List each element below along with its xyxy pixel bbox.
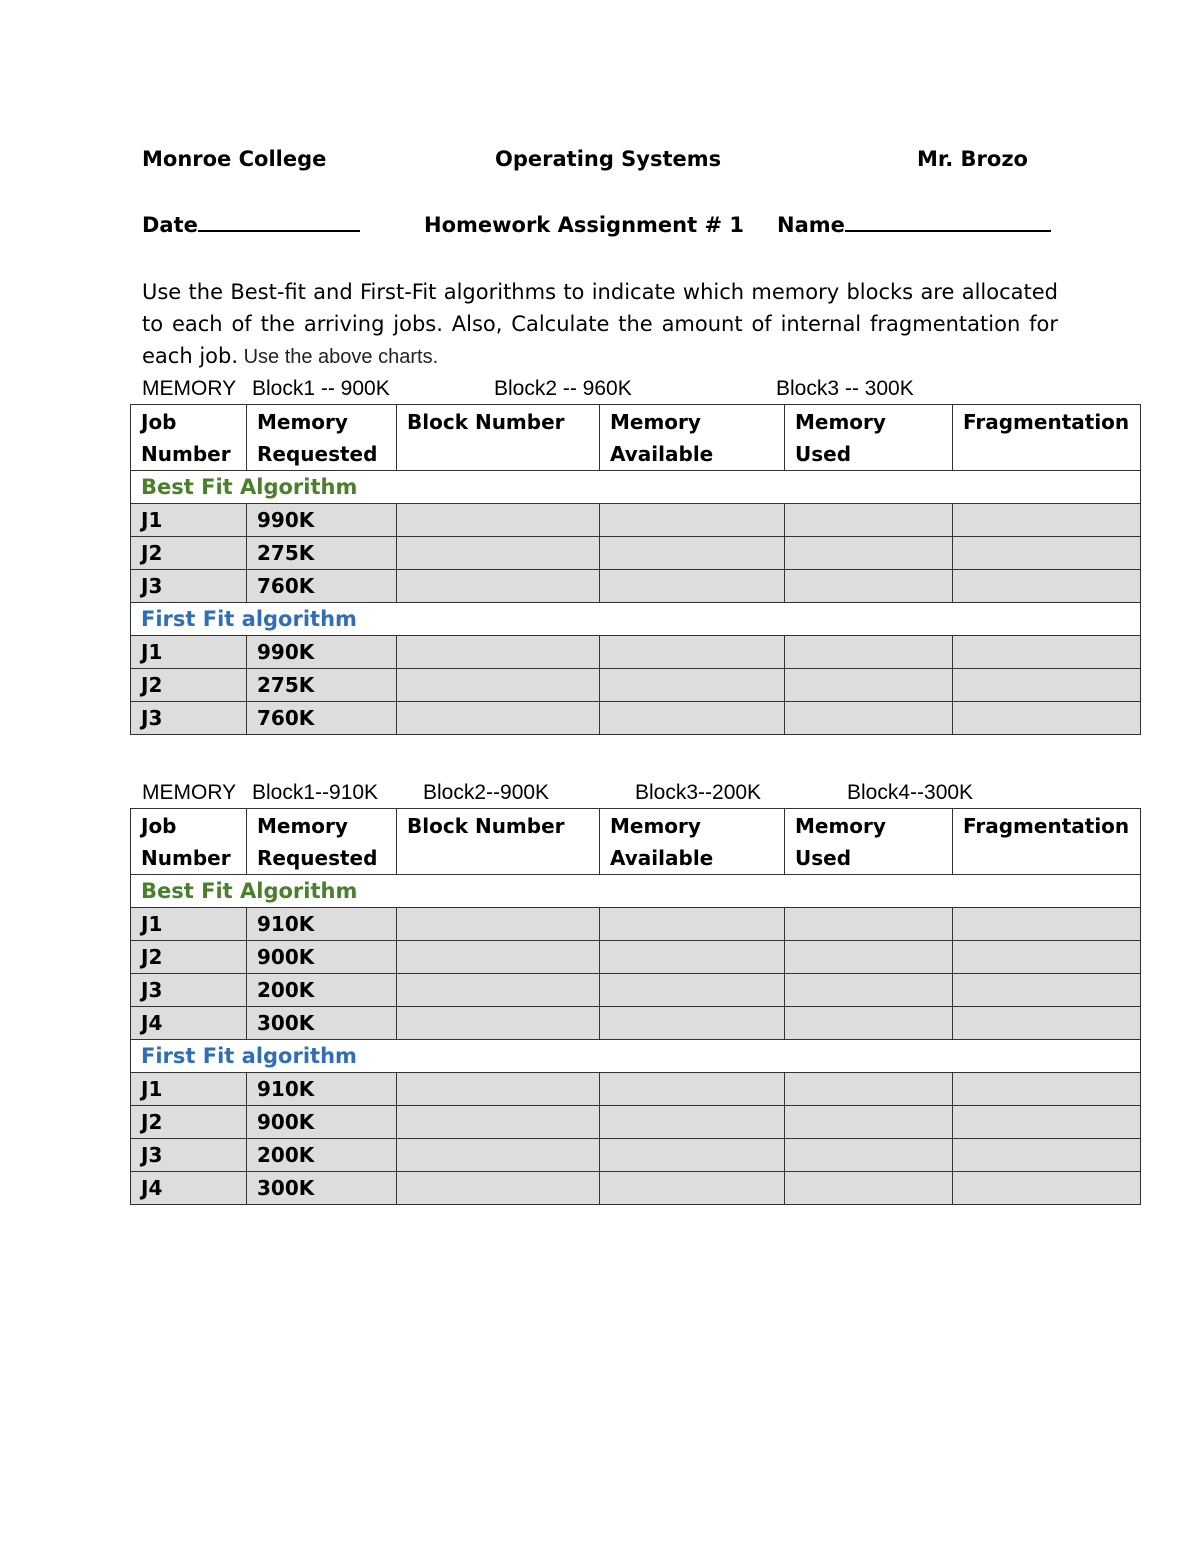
memory-available-input[interactable] <box>600 1106 785 1139</box>
fragmentation-input[interactable] <box>953 1172 1141 1205</box>
date-blank[interactable] <box>198 212 360 232</box>
table-row <box>131 1073 1141 1106</box>
job-cell: J3 <box>131 702 247 735</box>
course-name: Operating Systems <box>495 147 722 171</box>
memory-available-input[interactable] <box>600 504 785 537</box>
job-cell: J2 <box>131 1106 247 1139</box>
col-block-number: Block Number <box>397 809 600 875</box>
job-cell: J2 <box>131 537 247 570</box>
col-fragmentation: Fragmentation <box>953 405 1141 471</box>
requested-cell: 275K <box>247 537 397 570</box>
requested-cell: 900K <box>247 941 397 974</box>
requested-cell: 760K <box>247 570 397 603</box>
memory-available-input[interactable] <box>600 908 785 941</box>
memory-label: MEMORY <box>142 781 237 804</box>
requested-cell: 300K <box>247 1007 397 1040</box>
col-memory-requested: Memory Requested <box>247 809 397 875</box>
memory-used-input[interactable] <box>785 504 953 537</box>
fragmentation-input[interactable] <box>953 669 1141 702</box>
block2-size: Block2--900K <box>423 781 550 804</box>
table-row <box>131 1139 1141 1172</box>
col-block-number: Block Number <box>397 405 600 471</box>
assignment-title: Homework Assignment # 1 <box>424 213 744 237</box>
memory-available-input[interactable] <box>600 1073 785 1106</box>
fragmentation-input[interactable] <box>953 537 1141 570</box>
block-number-input[interactable] <box>397 702 600 735</box>
memory-available-input[interactable] <box>600 974 785 1007</box>
name-field[interactable] <box>777 212 1051 238</box>
block-number-input[interactable] <box>397 636 600 669</box>
memory-available-input[interactable] <box>600 636 785 669</box>
job-cell: J1 <box>131 908 247 941</box>
requested-cell: 990K <box>247 636 397 669</box>
requested-cell: 900K <box>247 1106 397 1139</box>
fragmentation-input[interactable] <box>953 974 1141 1007</box>
table-row <box>131 908 1141 941</box>
block2-size: Block2 -- 960K <box>494 377 632 400</box>
memory-available-input[interactable] <box>600 941 785 974</box>
block-number-input[interactable] <box>397 1073 600 1106</box>
table-row <box>131 504 1141 537</box>
block3-size: Block3 -- 300K <box>776 377 914 400</box>
fragmentation-input[interactable] <box>953 1073 1141 1106</box>
table-row <box>131 1007 1141 1040</box>
block-number-input[interactable] <box>397 1106 600 1139</box>
header-row <box>131 809 1141 875</box>
requested-cell: 300K <box>247 1172 397 1205</box>
block-number-input[interactable] <box>397 537 600 570</box>
requested-cell: 275K <box>247 669 397 702</box>
fragmentation-input[interactable] <box>953 1139 1141 1172</box>
block-number-input[interactable] <box>397 504 600 537</box>
requested-cell: 910K <box>247 1073 397 1106</box>
memory-label: MEMORY <box>142 377 237 400</box>
memory-available-input[interactable] <box>600 537 785 570</box>
table-row <box>131 570 1141 603</box>
instructions-text: Use the Best-fit and First-Fit algorithms to indicate which memory blocks are allocated to each of the arriving jobs. Also, Calculate the amount of internal fragmentation for each job. <box>142 280 1058 368</box>
block-number-input[interactable] <box>397 974 600 1007</box>
date-field[interactable] <box>142 212 360 238</box>
col-memory-used: Memory Used <box>785 405 953 471</box>
first-fit-section <box>131 603 1141 636</box>
memory-available-input[interactable] <box>600 1172 785 1205</box>
block4-size: Block4--300K <box>847 781 974 804</box>
col-job-number: Job Number <box>131 809 247 875</box>
col-memory-used: Memory Used <box>785 809 953 875</box>
table-row <box>131 1172 1141 1205</box>
fragmentation-input[interactable] <box>953 504 1141 537</box>
memory-available-input[interactable] <box>600 669 785 702</box>
table-row <box>131 702 1141 735</box>
block-number-input[interactable] <box>397 908 600 941</box>
block-number-input[interactable] <box>397 669 600 702</box>
memory-used-input[interactable] <box>785 570 953 603</box>
table-row <box>131 941 1141 974</box>
col-memory-requested: Memory Requested <box>247 405 397 471</box>
block1-size: Block1--910K <box>252 781 379 804</box>
col-fragmentation: Fragmentation <box>953 809 1141 875</box>
memory-used-input[interactable] <box>785 941 953 974</box>
job-cell: J3 <box>131 570 247 603</box>
job-cell: J4 <box>131 1007 247 1040</box>
requested-cell: 760K <box>247 702 397 735</box>
date-label: Date <box>142 213 198 237</box>
best-fit-section <box>131 471 1141 504</box>
fragmentation-input[interactable] <box>953 636 1141 669</box>
fragmentation-input[interactable] <box>953 941 1141 974</box>
instructions-note: Use the above charts. <box>238 346 439 368</box>
memory-available-input[interactable] <box>600 570 785 603</box>
memory-available-input[interactable] <box>600 702 785 735</box>
table-row <box>131 537 1141 570</box>
memory-used-input[interactable] <box>785 1007 953 1040</box>
first-fit-section <box>131 1040 1141 1073</box>
memory-used-input[interactable] <box>785 1073 953 1106</box>
first-fit-label: First Fit algorithm <box>131 1040 1141 1073</box>
requested-cell: 200K <box>247 1139 397 1172</box>
college-name: Monroe College <box>142 147 327 171</box>
name-blank[interactable] <box>845 212 1051 232</box>
job-cell: J2 <box>131 941 247 974</box>
col-memory-available: Memory Available <box>600 809 785 875</box>
fragmentation-input[interactable] <box>953 1106 1141 1139</box>
job-cell: J3 <box>131 1139 247 1172</box>
memory-used-input[interactable] <box>785 974 953 1007</box>
memory-used-input[interactable] <box>785 537 953 570</box>
requested-cell: 910K <box>247 908 397 941</box>
memory-available-input[interactable] <box>600 1139 785 1172</box>
best-fit-section <box>131 875 1141 908</box>
fragmentation-input[interactable] <box>953 570 1141 603</box>
instructions <box>142 276 1058 373</box>
table-row <box>131 669 1141 702</box>
block-number-input[interactable] <box>397 941 600 974</box>
block1-size: Block1 -- 900K <box>252 377 390 400</box>
instructor-name: Mr. Brozo <box>917 147 1028 171</box>
memory-used-input[interactable] <box>785 908 953 941</box>
col-memory-available: Memory Available <box>600 405 785 471</box>
fragmentation-input[interactable] <box>953 702 1141 735</box>
name-label: Name <box>777 213 845 237</box>
problem1-table <box>130 404 1141 735</box>
memory-used-input[interactable] <box>785 702 953 735</box>
table-row <box>131 1106 1141 1139</box>
block-number-input[interactable] <box>397 1007 600 1040</box>
fragmentation-input[interactable] <box>953 908 1141 941</box>
memory-used-input[interactable] <box>785 669 953 702</box>
block-number-input[interactable] <box>397 570 600 603</box>
job-cell: J4 <box>131 1172 247 1205</box>
requested-cell: 200K <box>247 974 397 1007</box>
job-cell: J2 <box>131 669 247 702</box>
best-fit-label: Best Fit Algorithm <box>131 875 1141 908</box>
block-number-input[interactable] <box>397 1139 600 1172</box>
job-cell: J3 <box>131 974 247 1007</box>
col-job-number: Job Number <box>131 405 247 471</box>
block3-size: Block3--200K <box>635 781 762 804</box>
header-row <box>131 405 1141 471</box>
first-fit-label: First Fit algorithm <box>131 603 1141 636</box>
job-cell: J1 <box>131 636 247 669</box>
fragmentation-input[interactable] <box>953 1007 1141 1040</box>
memory-used-input[interactable] <box>785 1106 953 1139</box>
memory-used-input[interactable] <box>785 1139 953 1172</box>
memory-used-input[interactable] <box>785 1172 953 1205</box>
memory-used-input[interactable] <box>785 636 953 669</box>
problem2-table <box>130 808 1141 1205</box>
best-fit-label: Best Fit Algorithm <box>131 471 1141 504</box>
job-cell: J1 <box>131 1073 247 1106</box>
table-row <box>131 636 1141 669</box>
block-number-input[interactable] <box>397 1172 600 1205</box>
memory-available-input[interactable] <box>600 1007 785 1040</box>
requested-cell: 990K <box>247 504 397 537</box>
job-cell: J1 <box>131 504 247 537</box>
table-row <box>131 974 1141 1007</box>
